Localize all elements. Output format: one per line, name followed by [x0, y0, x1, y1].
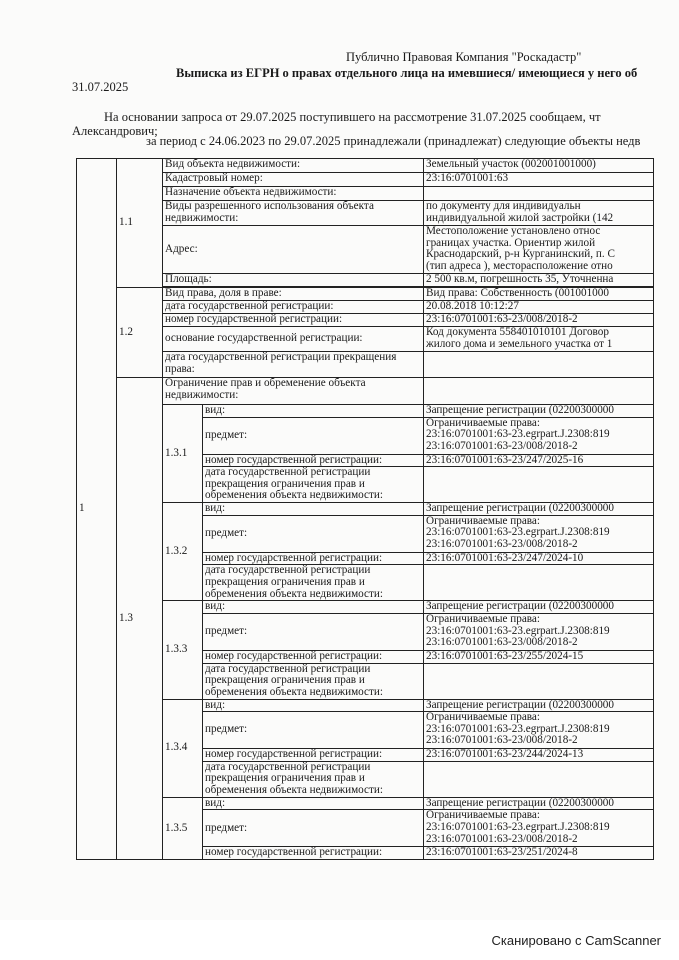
subject-label: предмет: — [203, 417, 424, 454]
row-number-1: 1 — [77, 159, 117, 860]
restriction-termination-value — [424, 565, 654, 601]
subitem-number: 1.3.2 — [163, 503, 203, 601]
restriction-termination-value — [424, 761, 654, 797]
permitted-use-line-1: по документу для индивидуальн — [426, 200, 581, 212]
termination-value — [424, 352, 654, 378]
address-line-2: границах участка. Ориентир жилой — [426, 236, 596, 249]
subject-line-1: Ограничиваемые права: — [426, 809, 540, 822]
termination-label: дата государственной регистрации прекращения права: — [163, 352, 424, 378]
address-line-3: Краснодарский, р-н Курганинский, п. С — [426, 248, 615, 261]
basis-line-1: Код документа 558401010101 Договор — [426, 326, 609, 338]
subject-line-3: 23:16:0701001:63-23/008/2018-2 — [426, 439, 578, 452]
restriction-reg-number-label: номер государственной регистрации: — [203, 650, 424, 663]
address-line-1: Местоположение установлено относ — [426, 225, 601, 237]
reg-number-label: номер государственной регистрации: — [163, 314, 424, 327]
right-kind-value: Вид права: Собственность (001001000 — [424, 288, 654, 301]
cadastral-label: Кадастровый номер: — [163, 173, 424, 187]
subject-line-3: 23:16:0701001:63-23/008/2018-2 — [426, 537, 578, 550]
subitem-number: 1.3.4 — [163, 699, 203, 797]
camscanner-watermark: Сканировано с CamScanner — [491, 933, 661, 948]
purpose-label: Назначение объекта недвижимости: — [163, 187, 424, 201]
restriction-reg-number-label: номер государственной регистрации: — [203, 749, 424, 762]
restriction-termination-value — [424, 663, 654, 699]
subject-label: предмет: — [203, 515, 424, 552]
restriction-reg-number-value: 23:16:0701001:63-23/247/2025-16 — [424, 454, 654, 467]
restriction-label: Ограничение прав и обременение объекта недвижимости: — [163, 378, 424, 405]
kind-value: Запрещение регистрации (02200300000 — [424, 405, 654, 418]
cadastral-value: 23:16:0701001:63 — [424, 173, 654, 187]
permitted-use-line-2: индивидуальной жилой застройки (142 — [426, 211, 614, 224]
permitted-use-value — [424, 201, 654, 226]
subject-value — [424, 417, 654, 454]
subitem-number: 1.3.5 — [163, 797, 203, 859]
subject-value — [424, 515, 654, 552]
subject-label: предмет: — [203, 613, 424, 650]
restriction-termination-label: дата государственной регистрации прекращения ограничения прав и обременения объекта недвижимости: — [203, 565, 424, 601]
restriction-termination-label: дата государственной регистрации прекращения ограничения прав и обременения объекта недвижимости: — [203, 761, 424, 797]
kind-value: Запрещение регистрации (02200300000 — [424, 699, 654, 712]
subject-label: предмет: — [203, 712, 424, 749]
document-date: 31.07.2025 — [72, 80, 129, 94]
permitted-use-label: Виды разрешенного использования объекта недвижимости: — [163, 201, 424, 226]
address-line-4: (тип адреса ), месторасположение отно — [426, 259, 613, 272]
egrn-table — [76, 158, 654, 860]
subject-line-2: 23:16:0701001:63-23.egrpart.J.2308:819 — [426, 820, 610, 833]
reg-date-label: дата государственной регистрации: — [163, 301, 424, 314]
address-label: Адрес: — [163, 226, 424, 274]
restriction-reg-number-label: номер государственной регистрации: — [203, 552, 424, 565]
kind-label: вид: — [203, 699, 424, 712]
subject-label: предмет: — [203, 810, 424, 847]
right-kind-label: Вид права, доля в праве: — [163, 288, 424, 301]
company-name: Публично Правовая Компания "Роскадастр" — [346, 50, 582, 64]
area-value: 2 500 кв.м, погрешность 35, Уточненна — [424, 274, 654, 287]
section-1-2: 1.2 — [117, 288, 163, 378]
subject-line-1: Ограничиваемые права: — [426, 515, 540, 527]
reg-number-value: 23:16:0701001:63-23/008/2018-2 — [424, 314, 654, 327]
restriction-termination-value — [424, 467, 654, 503]
kind-label: вид: — [203, 405, 424, 418]
restriction-reg-number-label: номер государственной регистрации: — [203, 454, 424, 467]
subject-value — [424, 613, 654, 650]
kind-value: Запрещение регистрации (02200300000 — [424, 601, 654, 614]
address-value — [424, 226, 654, 274]
subject-line-2: 23:16:0701001:63-23.egrpart.J.2308:819 — [426, 526, 610, 539]
kind-value: Запрещение регистрации (02200300000 — [424, 797, 654, 810]
intro-line-3: за период с 24.06.2023 по 29.07.2025 принадлежали (принадлежат) следующие объекты недв — [146, 134, 641, 148]
basis-label: основание государственной регистрации: — [163, 327, 424, 352]
document-title: Выписка из ЕГРН о правах отдельного лица на имевшиеся/ имеющиеся у него об — [176, 66, 638, 80]
basis-line-2: жилого дома и земельного участка от 1 — [426, 337, 613, 350]
kind-label: вид: — [203, 503, 424, 516]
kind-label: вид: — [203, 797, 424, 810]
restriction-reg-number-value: 23:16:0701001:63-23/255/2024-15 — [424, 650, 654, 663]
subject-line-1: Ограничиваемые права: — [426, 613, 540, 625]
kind-value: Запрещение регистрации (02200300000 — [424, 503, 654, 516]
subitem-number: 1.3.1 — [163, 405, 203, 503]
restriction-value — [424, 378, 654, 405]
restriction-reg-number-value: 23:16:0701001:63-23/247/2024-10 — [424, 552, 654, 565]
subject-line-3: 23:16:0701001:63-23/008/2018-2 — [426, 832, 578, 845]
subject-line-2: 23:16:0701001:63-23.egrpart.J.2308:819 — [426, 722, 610, 735]
subject-line-2: 23:16:0701001:63-23.egrpart.J.2308:819 — [426, 624, 610, 637]
subitem-number: 1.3.3 — [163, 601, 203, 699]
area-label: Площадь: — [163, 274, 424, 287]
restriction-termination-label: дата государственной регистрации прекращения ограничения прав и обременения объекта недвижимости: — [203, 663, 424, 699]
section-1-1: 1.1 — [117, 159, 163, 288]
subject-value — [424, 810, 654, 847]
basis-value — [424, 327, 654, 352]
restriction-termination-label: дата государственной регистрации прекращения ограничения прав и обременения объекта недвижимости: — [203, 467, 424, 503]
restriction-reg-number-label: номер государственной регистрации: — [203, 847, 424, 860]
obj-type-value: Земельный участок (002001001000) — [424, 159, 654, 173]
intro-line-1: На основании запроса от 29.07.2025 поступившего на рассмотрение 31.07.2025 сообщаем, чт — [104, 110, 601, 124]
subject-value — [424, 712, 654, 749]
subject-line-1: Ограничиваемые права: — [426, 711, 540, 724]
obj-type-label: Вид объекта недвижимости: — [163, 159, 424, 173]
intro-line-2: Александрович; — [72, 124, 158, 138]
restriction-reg-number-value: 23:16:0701001:63-23/244/2024-13 — [424, 749, 654, 762]
subject-line-2: 23:16:0701001:63-23.egrpart.J.2308:819 — [426, 428, 610, 441]
section-1-3: 1.3 — [117, 378, 163, 860]
subject-line-1: Ограничиваемые права: — [426, 417, 540, 429]
subject-line-3: 23:16:0701001:63-23/008/2018-2 — [426, 636, 578, 649]
kind-label: вид: — [203, 601, 424, 614]
restriction-reg-number-value: 23:16:0701001:63-23/251/2024-8 — [424, 847, 654, 860]
subject-line-3: 23:16:0701001:63-23/008/2018-2 — [426, 734, 578, 747]
purpose-value — [424, 187, 654, 201]
reg-date-value: 20.08.2018 10:12:27 — [424, 301, 654, 314]
